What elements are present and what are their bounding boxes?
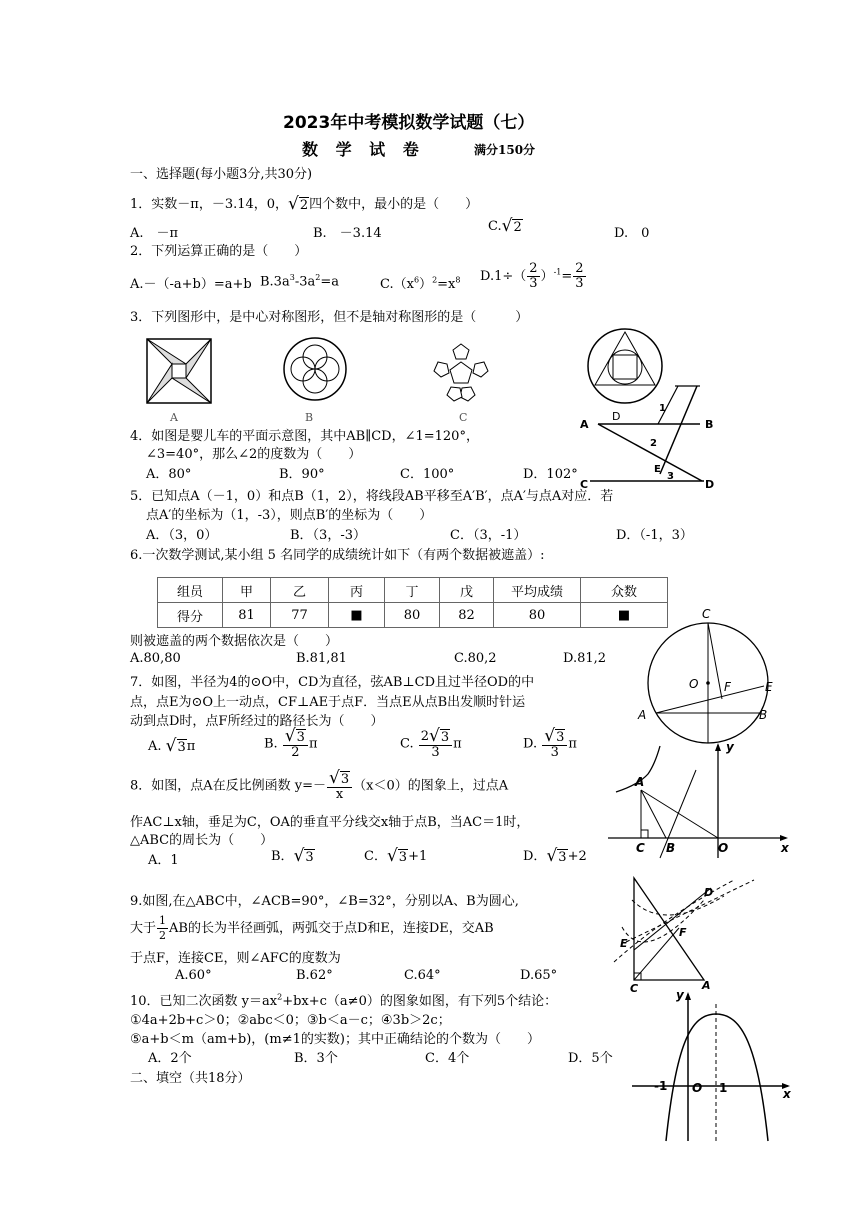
q8-option-b: B．√3 [271, 846, 314, 866]
table-cell: 乙 [271, 578, 329, 603]
table-cell: 81 [223, 603, 271, 628]
q8-hyperbola-figure [608, 740, 798, 860]
q7-circle-figure [636, 606, 786, 756]
svg-text:E: E [620, 937, 628, 950]
q8-line-3: △ABC的周长为（ ） [130, 833, 274, 848]
svg-text:C: C [580, 478, 589, 491]
svg-text:1: 1 [659, 403, 666, 414]
q4-option-c: C．100° [400, 467, 455, 482]
q7-option-c: C. $\frac{2√3}{3}$ π [400, 726, 462, 760]
svg-text:E: E [654, 464, 661, 475]
exam-subtitle: 数 学 试 卷 [302, 140, 425, 159]
q8-line-2: 作AC⊥x轴，垂足为C，OA的垂直平分线交x轴于点B，当AC＝1时， [130, 815, 530, 830]
svg-text:E: E [765, 680, 773, 694]
svg-text:3: 3 [667, 471, 674, 482]
q2-option-b: $B.3a^3-3a^2=a$ [260, 273, 339, 290]
q6-score-table [157, 577, 668, 628]
q8-option-a: A．1 [148, 853, 179, 868]
q9-line-2: 大于 $\frac{1}{2}$ AB的长为半径画弧，两弧交于点D和E，连接DE，交AB [130, 914, 494, 942]
table-cell: 丙 [329, 578, 385, 603]
section-1-heading: 一、选择题(每小题3分,共30分) [130, 167, 313, 182]
svg-text:C: C [636, 841, 645, 855]
q2-option-c: $C.(x^6)^2=x^8$ [380, 275, 461, 292]
table-cell: ■ [329, 603, 385, 628]
q7-line-3: 动到点D时，点F所经过的路径长为（ ） [130, 714, 384, 729]
svg-text:B: B [759, 708, 768, 722]
q1-option-a: A. －π [130, 226, 179, 241]
q5-option-b: B．（3，-3） [290, 528, 366, 543]
svg-text:2: 2 [650, 438, 657, 449]
svg-text:D: D [612, 410, 621, 423]
table-cell: 77 [271, 603, 329, 628]
table-cell: 众数 [581, 578, 668, 603]
q6-stem: 6.一次数学测试,某小组 5 名同学的成绩统计如下（有两个数据被遮盖）: [130, 548, 545, 563]
table-cell: ■ [581, 603, 668, 628]
svg-text:F: F [679, 926, 687, 939]
svg-text:C: C [702, 607, 711, 621]
q4-option-d: D．102° [523, 467, 578, 482]
svg-text:-1: -1 [654, 1079, 668, 1093]
q2-option-d: D.1÷（ $\frac{2}{3}$ ）$^{-1}$= $\frac{2}{3}$ [480, 261, 584, 291]
q8-option-c: C．√3+1 [364, 846, 428, 866]
q6-follow: 则被遮盖的两个数据依次是（ ） [130, 634, 339, 649]
svg-text:1: 1 [719, 1081, 728, 1095]
q9-line-1: 9.如图,在△ABC中，∠ACB=90°，∠B=32°，分别以A、B为圆心, [130, 894, 519, 909]
q7-line-2: 点，点E为⊙O上一动点，CF⊥AE于点F．当点E从点B出发顺时针运 [130, 695, 526, 710]
table-cell: 82 [440, 603, 494, 628]
q3-label-a: A [170, 411, 178, 424]
table-cell: 80 [385, 603, 440, 628]
q3-figure-a [146, 338, 212, 404]
q4-option-b: B．90° [279, 467, 325, 482]
q4-line-2: ∠3=40°，那么∠2的度数为（ ） [146, 447, 362, 462]
q7-line-1: 7．如图，半径为4的⊙O中，CD为直径，弦AB⊥CD且过半径OD的中 [130, 675, 535, 690]
q10-option-d: D．5个 [568, 1051, 613, 1066]
q6-option-d: D.81,2 [563, 651, 607, 666]
q9-option-b: B.62° [296, 968, 333, 983]
svg-text:x: x [783, 1087, 791, 1101]
q7-option-a: A. √3π [148, 736, 196, 756]
q10-option-c: C．4个 [425, 1051, 470, 1066]
q4-stroller-figure [580, 384, 720, 494]
sqrt-symbol: √2 [288, 194, 309, 214]
q1-option-c: C.√2 [488, 216, 522, 236]
table-cell: 组员 [158, 578, 223, 603]
svg-text:B: B [666, 841, 676, 855]
q6-option-b: B.81,81 [296, 651, 347, 666]
table-row [158, 603, 668, 628]
q5-line-1: 5．已知点A（－1，0）和点B（1，2），将线段AB平移至A′B′，点A′与点A对应．若 [130, 489, 614, 504]
q5-option-a: A．（3，0） [146, 528, 218, 543]
section-2-heading: 二、填空（共18分） [130, 1071, 251, 1086]
q10-parabola-figure [628, 986, 800, 1146]
q1-option-b: B. －3.14 [313, 226, 382, 241]
q7-option-d: D. $\frac{√3}{3}$ π [523, 726, 577, 760]
q5-line-2: 点A′的坐标为（1，-3），则点B′的坐标为（ ） [146, 508, 433, 523]
q1-option-d: D. 0 [614, 226, 650, 241]
svg-text:O: O [718, 841, 729, 855]
q9-triangle-figure [604, 872, 764, 995]
svg-text:A: A [635, 775, 645, 789]
q9-line-3: 于点F，连接CE，则∠AFC的度数为 [130, 951, 341, 966]
q9-option-c: C.64° [404, 968, 441, 983]
svg-text:F: F [724, 680, 731, 694]
svg-text:D: D [704, 886, 714, 899]
exam-title: 2023年中考模拟数学试题（七） [283, 113, 535, 133]
table-cell: 丁 [385, 578, 440, 603]
q5-option-d: D．（-1，3） [616, 528, 693, 543]
q3-figure-b [282, 336, 348, 402]
svg-text:D: D [705, 478, 715, 491]
q10-option-a: A．2个 [148, 1051, 192, 1066]
q8-option-d: D．√3+2 [523, 846, 587, 866]
svg-text:y: y [726, 740, 734, 754]
table-cell: 甲 [223, 578, 271, 603]
q6-option-c: C.80,2 [454, 651, 497, 666]
table-row [158, 578, 668, 603]
svg-text:A: A [580, 418, 589, 431]
q3-figure-c [428, 340, 494, 406]
q10-option-b: B．3个 [294, 1051, 338, 1066]
q10-line-1: 10．已知二次函数 $y=ax^2+bx+c(a\ne 0)$的图象如图，有下列5个结论： [130, 992, 558, 1009]
q9-option-a: A.60° [175, 968, 212, 983]
q9-option-d: D.65° [520, 968, 558, 983]
q3-label-b: B [305, 411, 314, 424]
svg-text:y: y [676, 988, 684, 1002]
q3-stem: 3．下列图形中，是中心对称图形，但不是轴对称图形的是（ ） [130, 310, 529, 325]
table-cell: 戊 [440, 578, 494, 603]
svg-text:A: A [702, 979, 711, 992]
q5-option-c: C．（3，-1） [450, 528, 527, 543]
q2-stem: 2．下列运算正确的是（ ） [130, 244, 308, 259]
table-cell: 80 [494, 603, 581, 628]
svg-text:O: O [692, 1081, 703, 1095]
q1-stem: 1．实数－π，－3.14，0，√2四个数中，最小的是（ ） [130, 194, 479, 214]
q8-line-1: 8．如图，点A在反比例函数 y=－ $\frac{√3}{x}$ （x＜0）的图象上，过点A [130, 768, 509, 802]
svg-text:C: C [630, 982, 639, 995]
table-cell: 得分 [158, 603, 223, 628]
q4-line-1: 4．如图是婴儿车的平面示意图，其中AB∥CD，∠1=120°， [130, 429, 479, 444]
q10-line-3: ⑤a+b＜m（am+b)，(m≠1的实数)；其中正确结论的个数为（ ） [130, 1032, 540, 1047]
q4-option-a: A．80° [146, 467, 192, 482]
full-score: 满分150分 [474, 143, 536, 157]
q3-label-c: C [459, 411, 468, 424]
q7-option-b: B. $\frac{√3}{2}$ π [264, 726, 318, 760]
q6-option-a: A.80,80 [130, 651, 181, 666]
svg-text:O: O [689, 677, 699, 691]
svg-text:A: A [638, 708, 647, 722]
svg-text:x: x [781, 841, 789, 855]
q10-line-2: ①4a+2b+c＞0；②abc＜0；③b＜a－c；④3b＞2c； [130, 1013, 451, 1028]
svg-text:B: B [705, 418, 714, 431]
q2-option-a: A.－（-a+b）=a+b [130, 277, 252, 292]
table-cell: 平均成绩 [494, 578, 581, 603]
